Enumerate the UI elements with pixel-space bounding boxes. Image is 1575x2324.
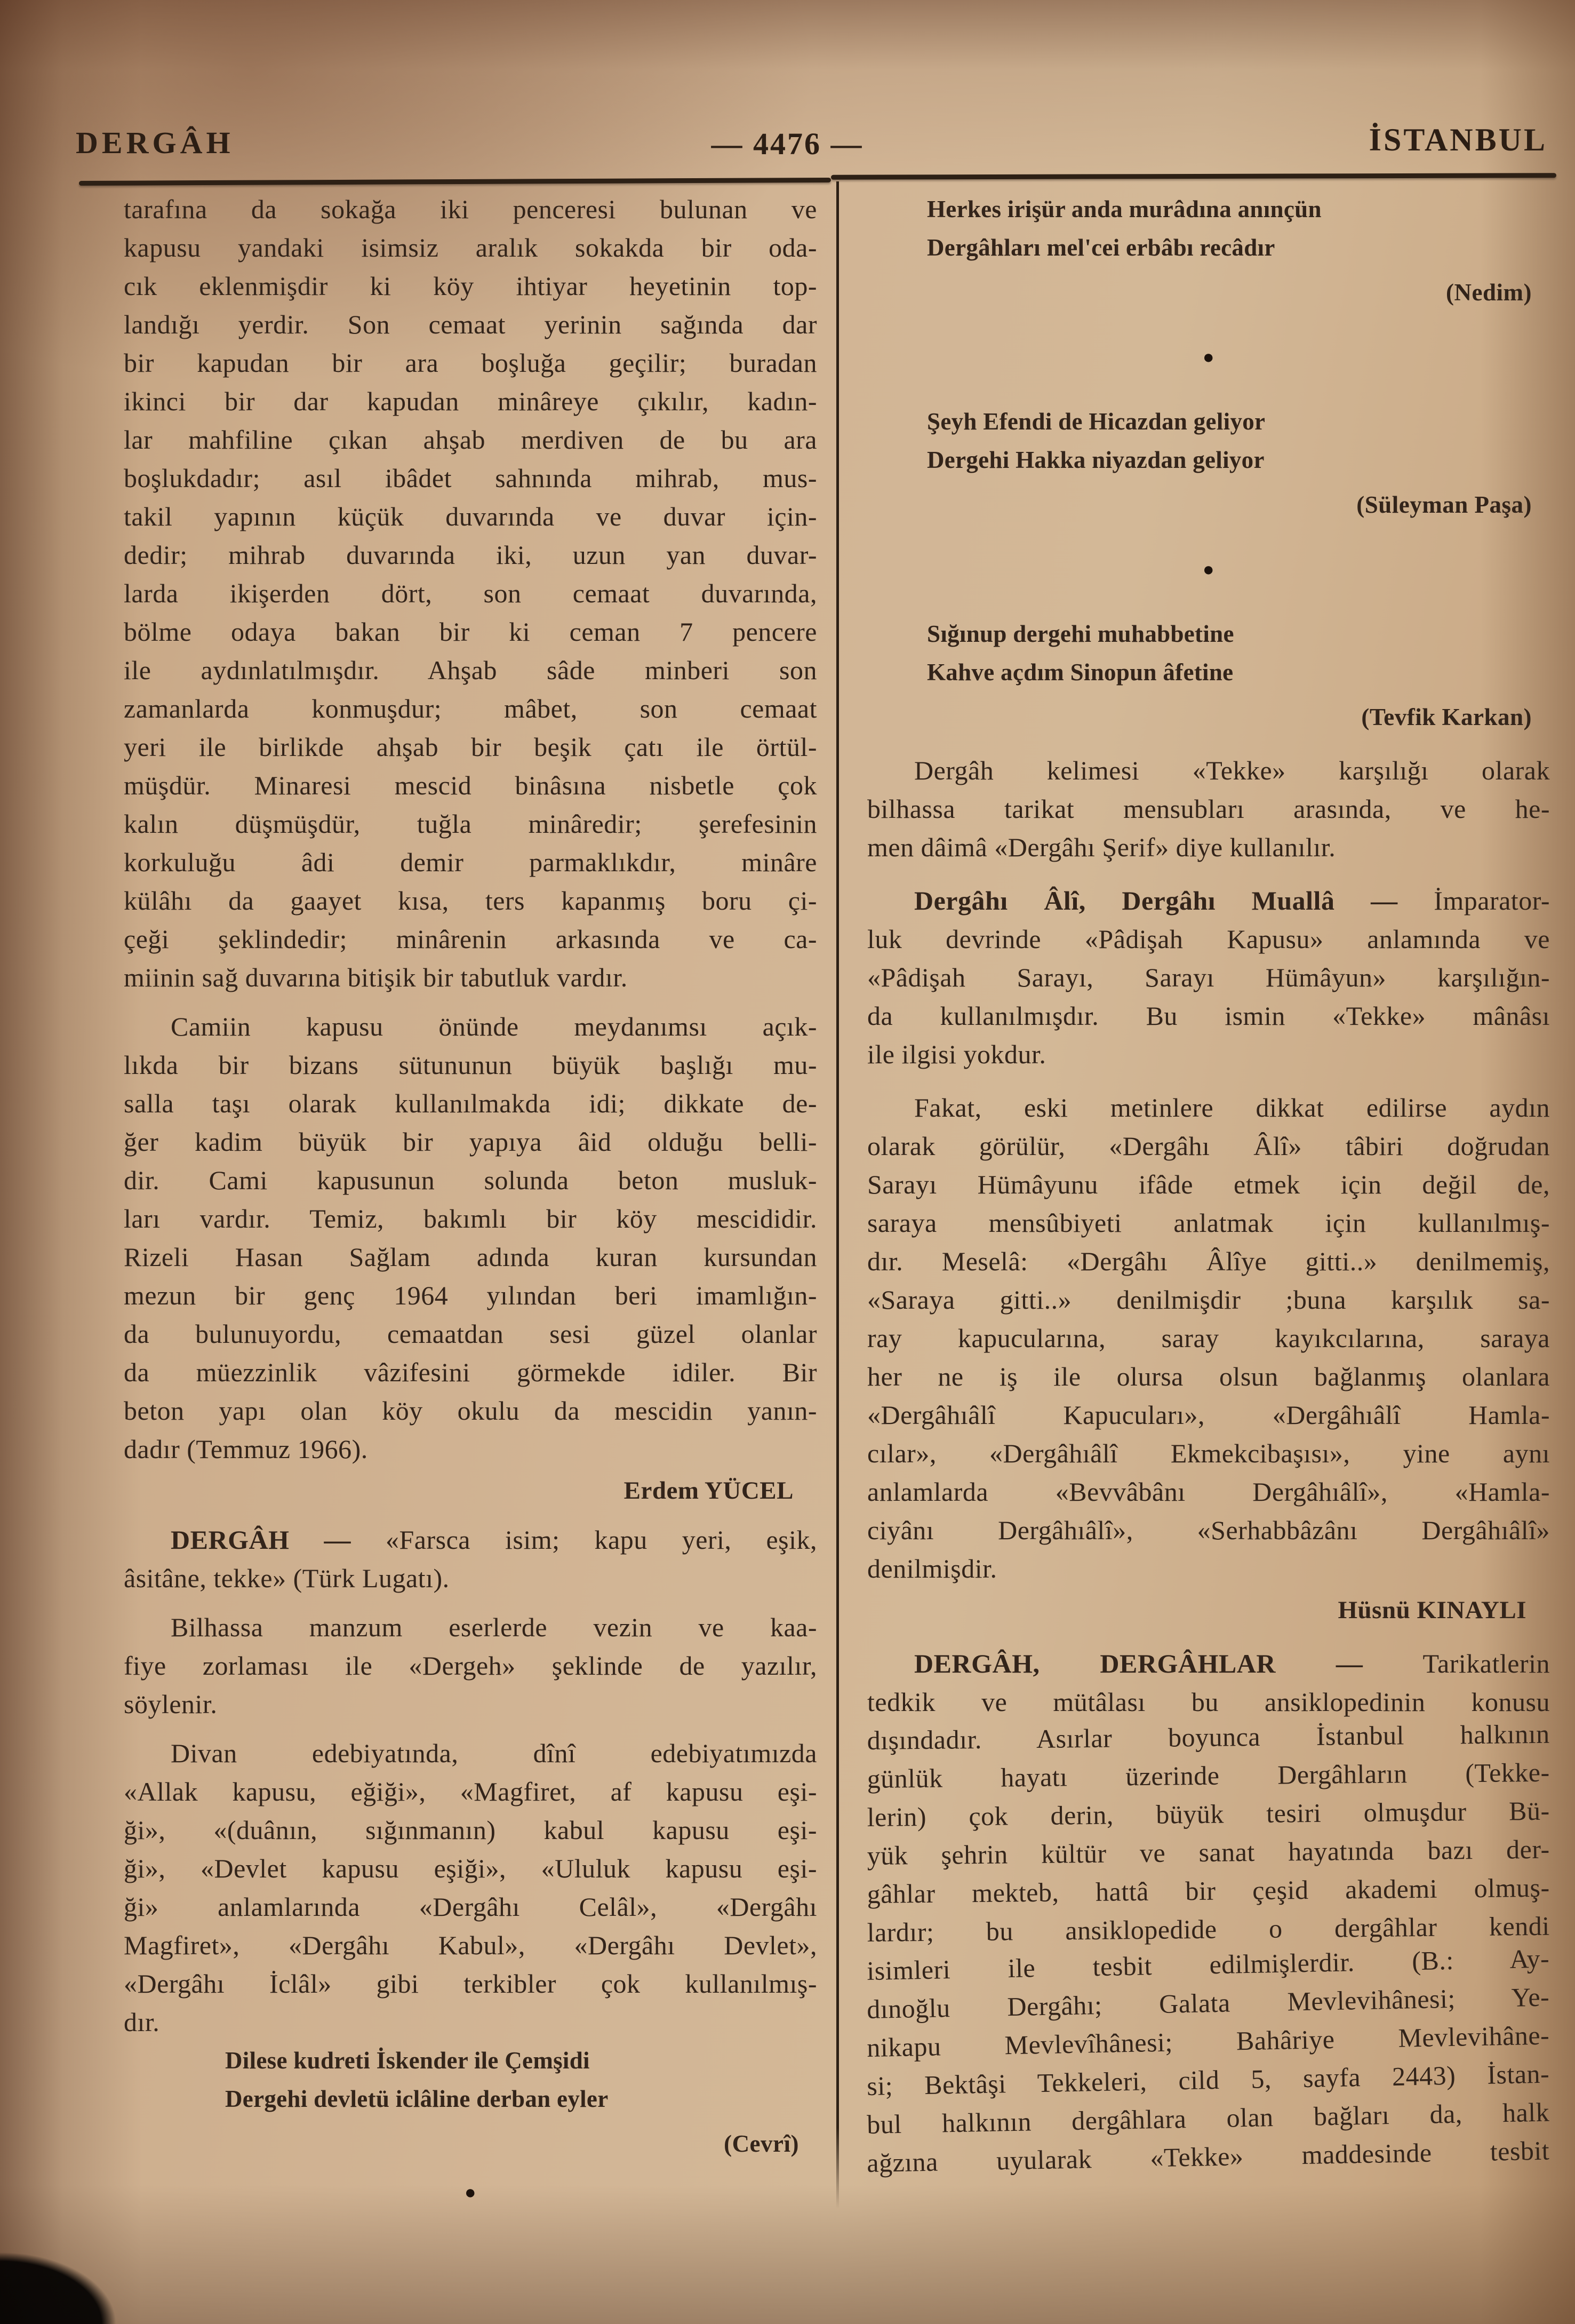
text-line: ğer kadim büyük bir yapıya âid olduğu belli- xyxy=(124,1127,817,1157)
section-separator-dot: ● xyxy=(1202,559,1215,580)
header-section-title: İSTANBUL xyxy=(1369,122,1547,157)
text-line: takil yapının küçük duvarında ve duvar için- xyxy=(124,502,817,531)
header-page-number: — 4476 — xyxy=(711,126,864,161)
text-line: âsitâne, tekke» (Türk Lugatı). xyxy=(124,1563,450,1593)
text-line: luk devrinde «Pâdişah Kapusu» anlamında ve xyxy=(867,924,1550,954)
text-line: saraya mensûbiyeti anlatmak için kullanılmış- xyxy=(867,1208,1550,1238)
text-line: Dergâh kelimesi «Tekke» karşılığı olarak xyxy=(914,755,1550,785)
text-line: ağzına uyularak «Tekke» maddesinde tesbit xyxy=(866,2135,1550,2178)
section-separator-dot: ● xyxy=(464,2182,477,2203)
section-separator-dot: ● xyxy=(1202,346,1215,368)
text-line: ile aydınlatılmışdır. Ahşab sâde minberi son xyxy=(124,655,817,685)
text-line: isimleri ile tesbit edilmişlerdir. (B.: Ay- xyxy=(866,1943,1550,1986)
text-line: cılar», «Dergâhıâlî Ekmekcibaşısı», yine aynı xyxy=(867,1438,1550,1468)
text-line: mezun bir genç 1964 yılından beri imamlığın- xyxy=(124,1280,817,1310)
text-line: bölme odaya bakan bir ki ceman 7 pencere xyxy=(124,617,817,647)
header-entry-title: DERGÂH xyxy=(76,125,234,160)
text-line: her ne iş ile olursa olsun bağlanmış olanlara xyxy=(867,1362,1550,1391)
text-line: tedkik ve mütâlası bu ansiklopedinin konusu xyxy=(867,1687,1550,1717)
text-line: lıkda bir bizans sütununun büyük başlığı mu- xyxy=(124,1050,817,1080)
text-line: yük şehrin kültür ve sanat hayatında bazı der- xyxy=(867,1834,1550,1871)
text-line: ları vardır. Temiz, bakımlı bir köy mescididir. xyxy=(124,1204,817,1233)
text-line: «Pâdişah Sarayı, Sarayı Hümâyun» karşılığın- xyxy=(867,962,1550,992)
text-line: men dâimâ «Dergâhı Şerif» diye kullanılır. xyxy=(867,832,1336,862)
text-line: olarak görülür, «Dergâhı Âlî» tâbiri doğrudan xyxy=(867,1131,1550,1161)
text-line: si; Bektâşi Tekkeleri, cild 5, sayfa 2443) İstan- xyxy=(866,2058,1550,2102)
text-line: ile ilgisi yokdur. xyxy=(867,1039,1046,1069)
text-line: lardır; bu ansiklopedide o dergâhlar kendi xyxy=(867,1911,1550,1948)
text-line: DERGÂH, DERGÂHLAR — Tarikatlerin xyxy=(914,1649,1550,1678)
text-line: fiye zorlaması ile «Dergeh» şeklinde de yazılır, xyxy=(124,1651,817,1681)
poem-line: Kahve açdım Sinopun âfetine xyxy=(927,659,1234,686)
poem-line: Dergehi Hakka niyazdan geliyor xyxy=(927,447,1265,473)
text-line: miinin sağ duvarına bitişik bir tabutluk vardır. xyxy=(124,962,628,992)
text-line: da kullanılmışdır. Bu ismin «Tekke» mânâsı xyxy=(867,1001,1550,1031)
text-line: Camiin kapusu önünde meydanımsı açık- xyxy=(171,1012,817,1041)
poem-attribution: (Nedim) xyxy=(1446,279,1532,306)
text-line: dır. Meselâ: «Dergâhı Âlîye gitti..» denilmemiş, xyxy=(867,1246,1550,1276)
text-line: ikinci bir dar kapudan minâreye çıkılır, kadın- xyxy=(124,386,817,416)
text-line: boşlukdadır; asıl ibâdet sahnında mihrab, mus- xyxy=(124,463,817,493)
text-line: korkuluğu âdi demir parmaklıkdır, minâre xyxy=(124,847,817,877)
text-line: zamanlarda konmuşdur; mâbet, son cemaat xyxy=(124,694,817,723)
left-column xyxy=(124,190,817,2222)
right-column xyxy=(867,190,1550,2182)
text-line: dır. xyxy=(124,2007,160,2037)
text-line: Bilhassa manzum eserlerde vezin ve kaa- xyxy=(171,1612,817,1642)
text-line: söylenir. xyxy=(124,1689,218,1719)
poem-attribution: (Tevfik Karkan) xyxy=(1361,704,1532,730)
poem-attribution: (Süleyman Paşa) xyxy=(1356,491,1532,518)
text-line: gâhlar mekteb, hattâ bir çeşid akademi olmuş- xyxy=(867,1872,1550,1909)
text-line: ciyânı Dergâhıâlî», «Serhabbâzânı Dergâhıâlî» xyxy=(867,1515,1550,1545)
text-line: da bulunuyordu, cemaatdan sesi güzel olanlar xyxy=(124,1319,817,1349)
text-line: Divan edebiyatında, dînî edebiyatımızda xyxy=(171,1738,817,1768)
text-line: cık eklenmişdir ki köy ihtiyar heyetinin top- xyxy=(124,271,817,301)
text-line: bir kapudan bir ara boşluğa geçilir; buradan xyxy=(124,348,817,378)
text-line: dedir; mihrab duvarında iki, uzun yan duvar- xyxy=(124,540,817,570)
poem-line: Şeyh Efendi de Hicazdan geliyor xyxy=(927,408,1266,435)
text-line: Sarayı Hümâyunu ifâde etmek için değil de, xyxy=(867,1169,1550,1199)
text-line: DERGÂH — «Farsca isim; kapu yeri, eşik, xyxy=(171,1525,817,1555)
text-line: Magfiret», «Dergâhı Kabul», «Dergâhı Devlet», xyxy=(124,1930,817,1960)
text-line: Rizeli Hasan Sağlam adında kuran kursundan xyxy=(124,1242,817,1272)
text-line: günlük hayatı üzerinde Dergâhların (Tekke- xyxy=(867,1757,1550,1794)
text-line: anlamlarda «Bevvâbânı Dergâhıâlî», «Hamla- xyxy=(867,1477,1550,1507)
text-line: salla taşı olarak kullanılmakda idi; dikkate de- xyxy=(124,1088,817,1118)
text-line: ği», «(duânın, sığınmanın) kabul kapusu eşi- xyxy=(124,1815,817,1845)
header-rule-left xyxy=(79,178,831,186)
text-line: «Allak kapusu, eğiği», «Magfiret, af kapusu eşi- xyxy=(124,1777,817,1806)
entry-headword: Dergâhı Âlî, Dergâhı Muallâ — xyxy=(914,886,1398,916)
text-line: tarafına da sokağa iki penceresi bulunan ve xyxy=(124,194,817,224)
text-line: kalın düşmüşdür, tuğla minâredir; şerefesinin xyxy=(124,809,817,839)
author-signature: Erdem YÜCEL xyxy=(623,1477,794,1505)
text-line: larda ikişerden dört, son cemaat duvarında, xyxy=(124,578,817,608)
header-rule-right xyxy=(831,173,1556,180)
text-line: Fakat, eski metinlere dikkat edilirse aydın xyxy=(914,1093,1550,1123)
text-line: lar mahfiline çıkan ahşab merdiven de bu ara xyxy=(124,425,817,455)
text-line: müşdür. Minaresi mescid binâsına nisbetle çok xyxy=(124,770,817,800)
text-line: külâhı da gaayet kısa, ters kapanmış boru çi- xyxy=(124,886,817,916)
text-line: ray kapucularına, saray kayıkcılarına, saraya xyxy=(867,1323,1550,1353)
text-line: «Dergâhı İclâl» gibi terkibler çok kullanılmış- xyxy=(124,1969,817,1999)
column-divider xyxy=(836,181,839,2209)
text-line: nikapu Mevlevîhânesi; Bahâriye Mevlevihâne- xyxy=(866,2020,1550,2063)
author-signature: Hüsnü KINAYLI xyxy=(1338,1596,1526,1624)
poem-line: Dergehi devletü iclâline derban eyler xyxy=(225,2086,609,2112)
text-line: lerin) çok derin, büyük tesiri olmuşdur Bü- xyxy=(867,1795,1550,1833)
text-line: dadır (Temmuz 1966). xyxy=(124,1434,368,1464)
text-line: dınoğlu Dergâhı; Galata Mevlevihânesi; Ye- xyxy=(866,1981,1550,2025)
text-line: kapusu yandaki isimsiz aralık sokakda bir oda- xyxy=(124,233,817,262)
poem-line: Dilese kudreti İskender ile Çemşidi xyxy=(225,2047,590,2074)
text-line: beton yapı olan köy okulu da mescidin yanın- xyxy=(124,1396,817,1426)
text-line: «Saraya gitti..» denilmişdir ;buna karşılık sa- xyxy=(867,1285,1550,1315)
entry-headword: DERGÂH, DERGÂHLAR — xyxy=(914,1649,1363,1678)
text-line: yeri ile birlikde ahşab bir beşik çatı ile örtül- xyxy=(124,732,817,762)
text-line: da müezzinlik vâzifesini görmekde idiler. Bir xyxy=(124,1357,817,1387)
text-line: bul halkının dergâhlara olan bağları da, halk xyxy=(866,2097,1550,2140)
text-line: denilmişdir. xyxy=(867,1554,997,1583)
text-line: ği», «Devlet kapusu eşiği», «Ululuk kapusu eşi- xyxy=(124,1853,817,1883)
text-line: dışındadır. Asırlar boyunca İstanbul halkının xyxy=(867,1718,1550,1756)
poem-line: Herkes irişür anda murâdına anınçün xyxy=(927,196,1322,222)
text-line: «Dergâhıâlî Kapucuları», «Dergâhıâlî Hamla- xyxy=(867,1400,1550,1430)
poem-attribution: (Cevrî) xyxy=(724,2130,799,2157)
text-line: landığı yerdir. Son cemaat yerinin sağında dar xyxy=(124,309,817,339)
text-line: dir. Cami kapusunun solunda beton musluk- xyxy=(124,1165,817,1195)
text-line: Dergâhı Âlî, Dergâhı Muallâ — İmparator- xyxy=(914,886,1550,916)
text-line: çeği şeklindedir; minârenin arkasında ve ca- xyxy=(124,924,817,954)
poem-line: Dergâhları mel'cei erbâbı recâdır xyxy=(927,234,1275,261)
entry-headword: DERGÂH — xyxy=(171,1525,351,1555)
poem-line: Sığınup dergehi muhabbetine xyxy=(927,620,1234,647)
text-line: bilhassa tarikat mensubları arasında, ve he- xyxy=(867,794,1550,824)
text-line: ği» anlamlarında «Dergâhı Celâl», «Dergâhı xyxy=(124,1892,817,1922)
